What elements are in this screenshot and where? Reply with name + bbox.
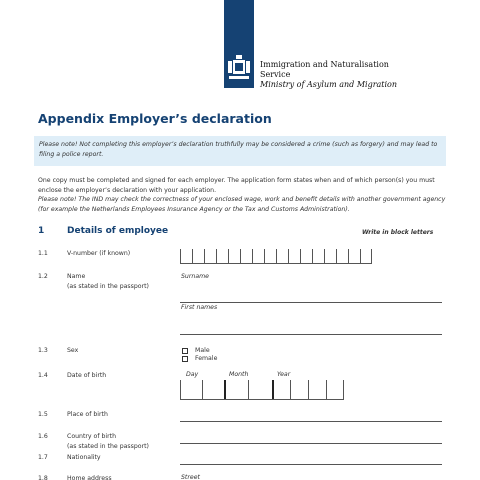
sex-label: Sex — [67, 347, 79, 354]
street-hint: Street — [181, 474, 200, 480]
row-number: 1.2 — [38, 273, 48, 280]
country-of-birth-field[interactable] — [180, 443, 442, 444]
org-line-2: Service — [260, 70, 291, 79]
section-number: 1 — [38, 226, 45, 236]
intro-text — [38, 176, 448, 214]
nationality-field[interactable] — [180, 464, 442, 465]
place-of-birth-label: Place of birth — [67, 411, 108, 418]
row-number: 1.7 — [38, 454, 48, 461]
coat-of-arms-icon — [226, 55, 252, 83]
home-address-label: Home address — [67, 475, 112, 480]
warning-notice: Please note! Not completing this employer’s declaration truthfully may be considered a crime (such as forgery) and may lead to filing a police report. — [34, 136, 446, 166]
name-label — [67, 272, 149, 291]
section-title: Details of employee — [67, 226, 169, 236]
day-hint: Day — [186, 371, 199, 378]
date-of-birth-label: Date of birth — [67, 372, 107, 379]
place-of-birth-field[interactable] — [180, 421, 442, 422]
row-number: 1.5 — [38, 411, 48, 418]
first-names-hint: First names — [181, 304, 218, 311]
intro-paragraph: One copy must be completed and signed for each employer. The application form states when and of which person(s) you must enclose the employer’s declaration with your application. — [38, 177, 435, 194]
nationality-label: Nationality — [67, 454, 101, 461]
date-of-birth-field[interactable] — [180, 380, 344, 400]
org-line-1: Immigration and Naturalisation — [260, 60, 389, 69]
surname-hint: Surname — [181, 273, 209, 280]
name-label-text: Name — [67, 273, 86, 280]
row-number: 1.4 — [38, 372, 48, 379]
v-number-field[interactable] — [180, 249, 372, 264]
male-label: Male — [195, 347, 210, 354]
row-number: 1.3 — [38, 347, 48, 354]
organisation-name — [260, 60, 397, 90]
first-names-field[interactable] — [180, 334, 442, 335]
month-hint: Month — [229, 371, 249, 378]
country-label-text: Country of birth — [67, 433, 117, 440]
page-title: Appendix Employer’s declaration — [38, 111, 272, 126]
male-checkbox[interactable] — [182, 348, 188, 354]
female-checkbox[interactable] — [182, 356, 188, 362]
ministry-name: Ministry of Asylum and Migration — [260, 80, 398, 89]
country-label-sub: (as stated in the passport) — [67, 442, 149, 450]
name-label-sub: (as stated in the passport) — [67, 282, 149, 290]
row-number: 1.6 — [38, 433, 48, 440]
year-hint: Year — [277, 371, 291, 378]
surname-field[interactable] — [180, 302, 442, 303]
male-option[interactable] — [182, 347, 210, 354]
v-number-label: V-number (if known) — [67, 250, 131, 257]
female-option[interactable] — [182, 355, 217, 362]
row-number: 1.1 — [38, 250, 48, 257]
block-letters-note: Write in block letters — [362, 229, 434, 236]
row-number: 1.8 — [38, 475, 48, 480]
female-label: Female — [195, 355, 218, 362]
intro-note: Please note! The IND may check the correctness of your enclosed wage, work and benefit details with another government agency (for example the Netherlands Employees Insurance Agency or the Tax and Customs Administration). — [38, 196, 446, 213]
country-of-birth-label — [67, 432, 149, 451]
